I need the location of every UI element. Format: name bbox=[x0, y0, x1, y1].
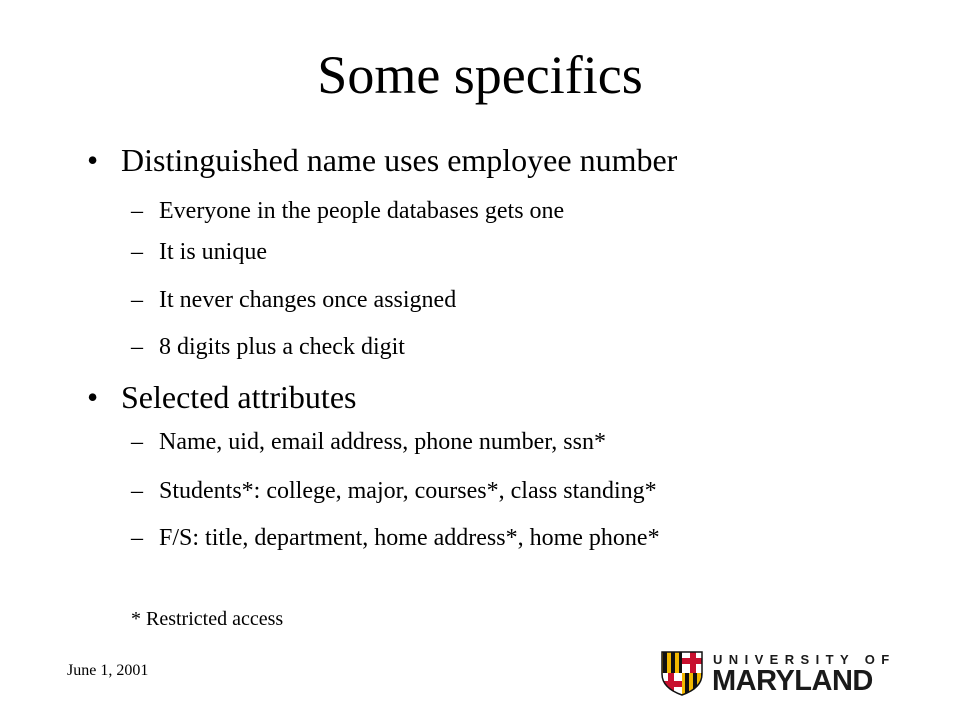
sub-bullet-text: Students*: college, major, courses*, class standing* bbox=[159, 478, 657, 504]
footnote: * Restricted access bbox=[131, 608, 284, 630]
dash-marker: – bbox=[131, 239, 143, 265]
dash-marker: – bbox=[131, 478, 143, 504]
university-logo bbox=[660, 650, 896, 698]
bullet-marker: • bbox=[87, 142, 99, 178]
slide-title: Some specifics bbox=[317, 45, 643, 105]
sub-bullet-text: It is unique bbox=[159, 239, 267, 265]
dash-marker: – bbox=[131, 429, 143, 455]
sub-bullet-text: Name, uid, email address, phone number, ssn* bbox=[159, 429, 606, 455]
footer-date: June 1, 2001 bbox=[67, 662, 149, 679]
logo-line-maryland: MARYLAND bbox=[712, 665, 873, 697]
dash-marker: – bbox=[131, 334, 143, 360]
sub-bullet-text: Everyone in the people databases gets one bbox=[159, 198, 565, 224]
maryland-flag-shield-icon bbox=[660, 650, 704, 696]
logo-line-university-of: UNIVERSITY OF bbox=[713, 652, 896, 667]
dash-marker: – bbox=[131, 198, 143, 224]
dash-marker: – bbox=[131, 287, 143, 313]
bullet-text: Selected attributes bbox=[121, 379, 357, 415]
sub-bullet-text: It never changes once assigned bbox=[159, 287, 457, 313]
sub-bullet-text: F/S: title, department, home address*, home phone* bbox=[159, 525, 660, 551]
sub-bullet-text: 8 digits plus a check digit bbox=[159, 334, 405, 360]
dash-marker: – bbox=[131, 525, 143, 551]
bullet-marker: • bbox=[87, 379, 99, 415]
bullet-text: Distinguished name uses employee number bbox=[121, 142, 678, 178]
